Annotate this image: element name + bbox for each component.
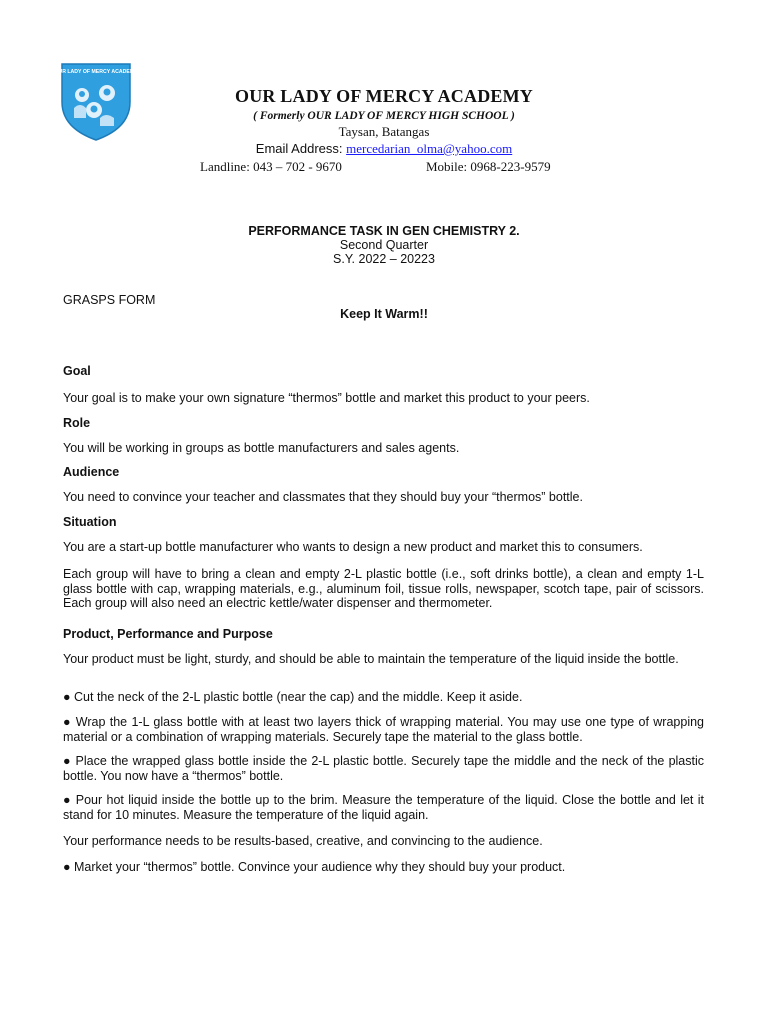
school-address: Taysan, Batangas (338, 124, 430, 139)
goal-heading: Goal (63, 364, 91, 378)
materials-text: Each group will have to bring a clean and empty 2-L plastic bottle (i.e., soft drinks bottle), a clean and empty 1-L glass bottle with cap, wrapping materials, e.g., aluminum foil, tissue rolls, newspaper, scotch tape, pair of scissors. Each group will also need an electric kettle/water dispenser and thermometer. (63, 567, 704, 610)
role-heading: Role (63, 416, 91, 430)
step-item: ● Place the wrapped glass bottle inside the 2-L plastic bottle. Securely tape the middle and the neck of the plastic bottle. You now have a “thermos” bottle. (63, 754, 704, 783)
role-text: You will be working in groups as bottle manufacturers and sales agents. (63, 441, 460, 455)
email-line (0, 141, 768, 157)
form-type-label: GRASPS FORM (63, 293, 156, 307)
school-name: OUR LADY OF MERCY ACADEMY (235, 86, 533, 106)
product-heading: Product, Performance and Purpose (63, 627, 273, 641)
logo-lettering: OUR LADY OF MERCY ACADEMY (54, 69, 138, 75)
step-item: ● Market your “thermos” bottle. Convince your audience why they should buy your product. (63, 860, 566, 874)
former-name: ( Formerly OUR LADY OF MERCY HIGH SCHOOL ) (253, 110, 515, 122)
mobile-number: Mobile: 0968-223-9579 (426, 159, 551, 174)
email-link[interactable]: mercedarian_olma@yahoo.com (346, 141, 513, 156)
step-item: ● Pour hot liquid inside the bottle up to the brim. Measure the temperature of the liquid. Close the bottle and let it stand for 10 minutes. Measure the temperature of the liquid again. (63, 793, 704, 822)
product-text: Your product must be light, sturdy, and should be able to maintain the temperature of the liquid inside the bottle. (63, 652, 679, 666)
step-item: ● Wrap the 1-L glass bottle with at least two layers thick of wrapping material. You may use one type of wrapping material or a combination of wrapping materials. Securely tape the material to the glass bottle. (63, 715, 704, 744)
situation-heading: Situation (63, 515, 117, 529)
task-name: Keep It Warm!! (340, 307, 428, 321)
school-year: S.Y. 2022 – 20223 (333, 252, 435, 266)
goal-text: Your goal is to make your own signature “thermos” bottle and market this product to your peers. (63, 391, 590, 405)
situation-text: You are a start-up bottle manufacturer who wants to design a new product and market this to consumers. (63, 540, 643, 554)
performance-text: Your performance needs to be results-based, creative, and convincing to the audience. (63, 834, 543, 848)
audience-text: You need to convince your teacher and classmates that they should buy your “thermos” bottle. (63, 490, 583, 504)
landline-number: Landline: 043 – 702 - 9670 (200, 159, 342, 174)
email-label: Email Address: (255, 141, 347, 156)
step-item: ● Cut the neck of the 2-L plastic bottle (near the cap) and the middle. Keep it aside. (63, 690, 523, 704)
audience-heading: Audience (63, 465, 120, 479)
task-title: PERFORMANCE TASK IN GEN CHEMISTRY 2. (248, 224, 520, 238)
quarter-label: Second Quarter (339, 238, 429, 252)
